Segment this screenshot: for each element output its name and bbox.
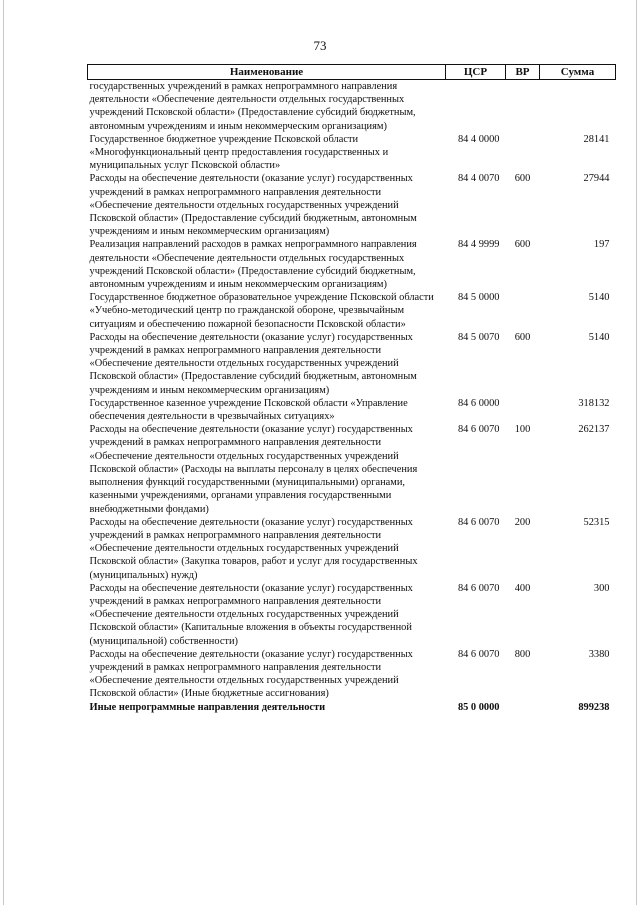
cell-sum: 899238 [578,701,610,713]
cell-vr [506,397,540,423]
table-row [88,238,616,291]
header-vr: ВР [506,65,540,80]
cell-vr: 800 [514,648,531,660]
table-row [88,423,616,515]
cell-csr: 84 4 9999 [457,239,500,251]
cell-csr: 84 5 0000 [457,292,500,304]
cell-vr [506,80,540,133]
cell-sum: 27944 [583,173,610,185]
cell-name: Расходы на обеспечение деятельности (оказание услуг) государственных учреждений в рамках непрограммного направления деятельности «Обеспечение деятельности отдельных государственных учреждений Псковской области» (Предоставление субсидий бюджетным, автономным учреждениям и иным некоммерческим организациям) [89,331,417,396]
cell-name: Расходы на обеспечение деятельности (оказание услуг) государственных учреждений в рамках непрограммного направления деятельности «Обеспечение деятельности отдельных государственных учреждений Псковской области» (Закупка товаров, работ и услуг для государственных (муниципальных) нужд) [89,516,418,581]
table-row [88,516,616,582]
cell-csr: 85 0 0000 [457,701,500,713]
header-csr: ЦСР [446,65,506,80]
cell-csr: 84 6 0070 [457,582,500,594]
cell-name: Расходы на обеспечение деятельности (оказание услуг) государственных учреждений в рамках непрограммного направления деятельности «Обеспечение деятельности отдельных государственных учреждений Псковской области» (Расходы на выплаты персоналу в целях обеспечения выполнения функций государственными (муниципальными) органами, казенными учреждениями, органами управления государственными внебюджетными фондами) [89,424,418,515]
budget-table-container [87,64,615,714]
cell-name: Государственное бюджетное образовательное учреждение Псковской области «Учебно-методический центр по гражданской обороне, чрезвычайным ситуациям и обеспечению пожарной безопасности Псковской области» [89,292,434,330]
cell-sum: 5140 [588,331,610,343]
cell-sum: 262137 [578,424,610,436]
cell-vr: 600 [514,331,531,343]
cell-csr: 84 4 0070 [457,173,500,185]
cell-vr [506,133,540,173]
cell-sum [540,80,616,133]
cell-sum: 3380 [588,648,610,660]
cell-csr: 84 6 0070 [457,424,500,436]
cell-csr: 84 6 0000 [457,397,500,409]
header-name: Наименование [88,65,446,80]
cell-csr: 84 4 0000 [457,133,500,145]
cell-name: Иные непрограммные направления деятельности [89,701,326,713]
cell-sum: 318132 [578,397,610,409]
cell-csr: 84 6 0070 [457,516,500,528]
scan-edge-right [636,0,637,905]
cell-vr [506,701,540,714]
cell-csr: 84 5 0070 [457,331,500,343]
table-row [88,582,616,648]
cell-name: Государственное казенное учреждение Псковской области «Управление обеспечения деятельности в чрезвычайных ситуациях» [89,397,408,423]
cell-sum: 197 [593,239,610,251]
cell-vr: 600 [514,173,531,185]
scan-edge-left [3,0,4,905]
cell-sum: 5140 [588,292,610,304]
cell-vr: 100 [514,424,531,436]
cell-name: государственных учреждений в рамках непрограммного направления деятельности «Обеспечение деятельности отдельных государственных учреждений Псковской области» (Предоставление субсидий бюджетным, автономным учреждениям и иным некоммерческим организациям) [89,81,416,132]
cell-name: Государственное бюджетное учреждение Псковской области «Многофункциональный центр предоставления государственных и муниципальных услуг Псковской области» [89,133,389,172]
cell-vr: 600 [514,239,531,251]
cell-name: Расходы на обеспечение деятельности (оказание услуг) государственных учреждений в рамках непрограммного направления деятельности «Обеспечение деятельности отдельных государственных учреждений Псковской области» (Предоставление субсидий бюджетным, автономным учреждениям и иным некоммерческим организациям) [89,173,417,238]
cell-name: Расходы на обеспечение деятельности (оказание услуг) государственных учреждений в рамках непрограммного направления деятельности «Обеспечение деятельности отдельных государственных учреждений Псковской области» (Иные бюджетные ассигнования) [89,648,413,700]
header-sum: Сумма [540,65,616,80]
table-row [88,291,616,331]
table-row [88,397,616,423]
cell-sum: 28141 [583,133,610,145]
table-row [88,133,616,173]
cell-vr [506,291,540,331]
page-number: 73 [313,38,327,53]
table-header-row [88,65,616,80]
budget-table [87,64,616,714]
cell-sum: 300 [593,582,610,594]
table-header [88,65,616,80]
cell-vr: 200 [514,516,531,528]
table-row [88,648,616,701]
table-row [88,701,616,714]
table-row [88,80,616,133]
cell-sum: 52315 [583,516,610,528]
cell-csr: 84 6 0070 [457,648,500,660]
cell-name: Расходы на обеспечение деятельности (оказание услуг) государственных учреждений в рамках непрограммного направления деятельности «Обеспечение деятельности отдельных государственных учреждений Псковской области» (Капитальные вложения в объекты государственной (муниципальной) собственности) [89,582,413,647]
table-body [88,80,616,714]
table-row [88,172,616,238]
table-row [88,331,616,397]
cell-csr [446,80,506,133]
cell-name: Реализация направлений расходов в рамках непрограммного направления деятельности «Обеспечение деятельности отдельных государственных учреждений Псковской области» (Предоставление субсидий бюджетным, автономным учреждениям и иным некоммерческим организациям) [89,239,417,291]
cell-vr: 400 [514,582,531,594]
